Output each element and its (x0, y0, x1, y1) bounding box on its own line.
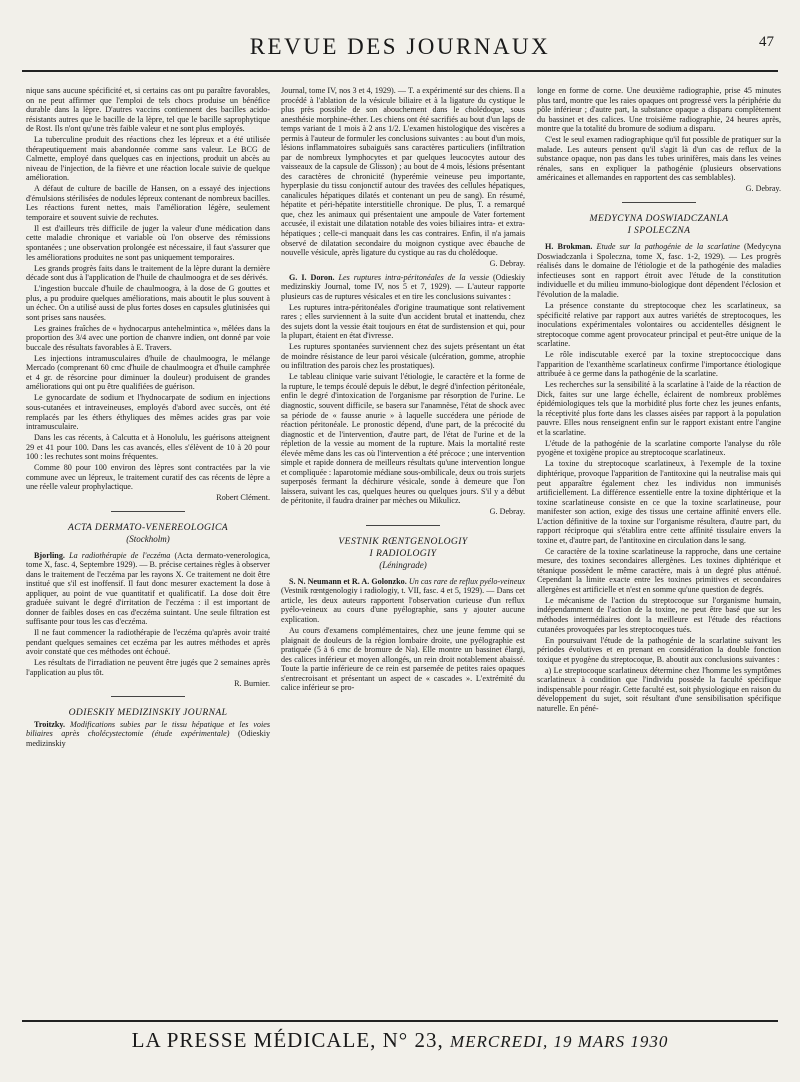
page-header (22, 30, 778, 72)
paragraph: Les grands progrès faits dans le traitement de la lèpre durant la dernière décade sont dus à l'application de l'huile de chaulmoogra et de ses dérivés. (26, 263, 270, 283)
journal-section-title: REVUE DES JOURNAUX (249, 34, 551, 59)
paragraph: Il ne faut commencer la radiothérapie de l'eczéma qu'après avoir traité pendant quelques semaines cet eczéma par les autres méthodes et après avoir constaté que ces méthodes ont échoué. (26, 628, 270, 657)
paragraph: Les injections intramusculaires d'huile de chaulmoogra, le mélange Mercado (comprenant 60 cmc d'huile de chaulmoogra et d'huile camphrée et 4 gr. de résorcine pour diminuer la douleur) produisent de grandes améliorations qui ont pu être qualifiées de guérison. (26, 353, 270, 392)
paragraph: Dans les cas récents, à Calcutta et à Honolulu, les guérisons atteignent 29 et 41 pour 100. Dans les cas avancés, elles s'élèvent de 10 à 20 pour 100 : les rechutes sont moins fréquentes. (26, 433, 270, 462)
journal-heading: VESTNIK RŒNTGENOLOGIY (338, 535, 468, 547)
article-entry (281, 577, 525, 625)
divider (622, 202, 695, 203)
paragraph: La toxine du streptocoque scarlatineux, à l'exemple de la toxine diphtérique, provoque l'apparition de l'antitoxine qui la neutralise mais qui peut apparaître également chez les individus non immunisés artificiellement. La différence essentielle entre la toxine diphtérique et la toxine scarlatineuse consiste en ce que la toxine scarlatineuse, pour manifester son action, exige des tissus une certaine affinité envers elle. L'action définitive de la toxine sur l'organisme résultera, d'autre part, du rapport réciproque qui s'établira entre cette affinité tissulaire envers la toxine et, d'autre part, de l'antitoxine en circulation dans le sang. (537, 459, 781, 545)
paragraph: Ce caractère de la toxine scarlatineuse la rapproche, dans une certaine mesure, des toxines secondaires allergènes. Les toxines diphtérique et tétanique possèdent le même caractère, mais à un degré plus atténué. Cependant la limite exacte entre les toxines primitives et secondaires allergènes est artificielle et n'est en somme qu'une question de degrés. (537, 546, 781, 594)
paragraph: En poursuivant l'étude de la pathogénie de la scarlatine suivant les périodes évolutives et en prenant en considération la double fonction toxique et pyogène du streptocoque, B. aboutit aux conclusions suivantes : (537, 635, 781, 664)
journal-location: (Léningrade) (379, 560, 427, 571)
divider (111, 696, 184, 697)
paragraph: Les résultats de l'irradiation ne peuvent être jugés que 2 semaines après l'application au plus tôt. (26, 658, 270, 677)
article-text: (Odieskiy medizinskiy Journal, tome IV, nos 5 et 7, 1929). — L'auteur rapporte plusieurs cas de ruptures vésicales et en tire les conclusions suivantes : (281, 272, 526, 301)
author-signature: R. Burnier. (234, 678, 270, 688)
article-text: (Acta dermato-venerologica, tome X, fasc. 4, Septembre 1929). — B. précise certaines règles à observer dans le traitement de l'eczéma par les rayons X. Ce traitement ne doit être institué que s'il est inoffensif. Il faut donc mesurer exactement la dose à appliquer, au point de vue quantitatif et qualificatif. La dose doit être graduée suivant le degré d'irritation de l'eczéma : il est important de donner de faibles doses en cas d'eczéma suintant. Une seule filtration est suffisante pour tous les cas d'eczéma. (26, 550, 271, 627)
paragraph: a) Le streptocoque scarlatineux détermine chez l'homme les symptômes scarlatineux à condition que l'individu possède la faculté spécifique indispensable pour réagir. Cette faculté est, soit physiologique en raison du développement du sujet, soit résultant d'une sensibilisation spécifique naturelle. En péné- (537, 665, 781, 713)
paragraph: La présence constante du streptocoque chez les scarlatineux, sa spécificité relative par rapport aux autres variétés de streptocoques, les inoculations expérimentales volontaires ou accidentelles désignent le streptocoque comme agent provocateur principal et peut-être unique de la scarlatine. (537, 300, 781, 349)
journal-heading: ODIESKIY MEDIZINSKIY JOURNAL (68, 707, 228, 719)
column-2 (281, 86, 526, 693)
author-signature: G. Debray. (489, 507, 525, 517)
article-text: (Odieskiy medizinskiy (26, 729, 271, 748)
publication-date: MERCREDI, 19 MARS 1930 (449, 1032, 669, 1051)
journal-heading: ACTA DERMATO-VENEREOLOGICA (67, 521, 229, 533)
article-entry (537, 242, 781, 299)
article-title: Etude sur la pathogénie de la scarlatine (596, 242, 740, 252)
article-entry (26, 551, 270, 627)
paragraph: Le mécanisme de l'action du streptocoque sur l'organisme humain, indépendamment de l'action de la toxine, ne peut être basé que sur les méthodes intermédiaires dont la meilleure est l'étude des réactions cutanées provoquées par les streptocoques tués. (537, 595, 781, 634)
author-signature: Robert Clément. (216, 493, 270, 503)
paragraph: La tuberculine produit des réactions chez les lépreux et a été utilisée thérapeutiquement mais abandonnée comme sans valeur. Le BCG de Calmette, employé dans quelques cas en injections, produit un abcès au niveau de l'injection, de la fièvre et une réaction locale suivie de quelque amélioration. (26, 135, 270, 183)
publication-name: LA PRESSE MÉDICALE, N° 23, (131, 1028, 444, 1052)
paragraph: C'est le seul examen radiographique qu'il fut possible de pratiquer sur la malade. Les auteurs pensent qu'il s'agit là d'un cas de reflux de la substance opaque, non pas dans les tubes urinifères, mais dans les veines rénales, sans en expliquer la pathogénie (plusieurs observations américaines et allemandes en rapportent des cas semblables). (537, 135, 781, 183)
article-title: Modifications subies par le tissu hépatique et les voies biliaires après cholécystectomie (étude expérimentale) (26, 719, 271, 739)
article-author: Troitzky. (34, 719, 66, 729)
article-entry (26, 720, 270, 749)
paragraph: Le rôle indiscutable exercé par la toxine streptococcique dans l'apparition de l'exanthème scarlatineux confirme l'importance étiologique attribuée à ce germe dans la pathogénie de la scarlatine. (537, 350, 781, 379)
paragraph: Il est d'ailleurs très difficile de juger la valeur d'une médication dans cette maladie chronique et variable où l'on observe des rémissions spontanées ; une observation prolongée est nécessaire, il faut s'assurer que les améliorations produites ne sont pas uniquement temporaires. (26, 223, 270, 262)
article-author: G. I. Doron. (289, 272, 335, 282)
article-author: S. N. Neumann et R. A. Golonzko. (289, 576, 407, 586)
paragraph: Journal, tome IV, nos 3 et 4, 1929). — T. a expérimenté sur des chiens. Il a procédé à l'ablation de la vésicule biliaire et à la ligature du cystique le plus près possible de son abouchement dans le cholédoque, sous anesthésie morphine-éther. Les chiens ont été sacrifiés au bout d'un laps de temps variant de 1 mois à 2 ans 1/2. L'examen histologique des viscères a permis à l'auteur de formuler les conclusions suivantes : au bout d'un mois, lésions inflammatoires subaiguës sans caractères particuliers (infiltration par de nombreux lymphocytes et par quelques leucocytes autour des vaisseaux de la capsule de Glisson) ; au bout de 4 mois, lésions présentant des caractères de chronicité (hyperémie veineuse peu importante, hyperplasie du tissu conjonctif autour des travées des cellules hépatiques, canalicules hépatiques dilatés et contenant un peu de sang). En résumé, hépatite et péri-hépatite interstitielle chronique. De plus, T. a remarqué que, chez les animaux qui présentaient une ampoule de Vater fortement accusée, il existait une dilatation notable des voies biliaires intra- et extra-hépatiques ; celle-ci manquait dans les cas contraires. Enfin, il n'a jamais observé de dilatation secondaire du moignon cystique avec ébauche de nouvelle vésicule, après ligature du cystique au ras du cholédoque. (281, 86, 525, 258)
article-title: La radiothérapie de l'eczéma (69, 550, 171, 560)
paragraph: Le gynocardate de sodium et l'hydnocarpate de sodium en injections sous-cutanées et intraveineuses, employés d'abord avec succès, ont été remplacés par les éthers éthyliques des mêmes acides gras par voie intramusculaire. (26, 393, 270, 432)
article-author: H. Brokman. (545, 242, 593, 252)
article-title: Un cas rare de reflux pyélo-veineux (408, 576, 525, 586)
author-signature: G. Debray. (745, 184, 781, 194)
article-text: (Vestnik rœntgenologiy i radiologiy, t. VII, fasc. 4 et 5, 1929). — Dans cet article, les deux auteurs rapportent l'observation curieuse d'un reflux pyélo-veineux au cours d'une pyélographie, sans y ajouter aucune explication. (281, 586, 525, 624)
paragraph: A défaut de culture de bacille de Hansen, on a essayé des injections d'émulsions stérilisées de nodules lépreux contenant de nombreux bacilles. Les réactions furent nettes, mais l'amélioration légère, seulement temporaire et souvent suivie de rechutes. (26, 184, 270, 222)
paragraph: Les ruptures intra-péritonéales d'origine traumatique sont relativement rares ; elles surviennent à la suite d'un accident brutal et inattendu, chez des sujets dont la vessie était toujours en état de surdistension et qui, pour la plupart, étaient en état d'ivresse. (281, 302, 525, 341)
column-3 (537, 86, 781, 946)
paragraph: nique sans aucune spécificité et, si certains cas ont pu paraître favorables, on ne peut affirmer que l'emploi de tels chocs produise un bénéfice durable dans la lèpre. D'autres vaccins contiennent des bacilles acido-résistants autres que le bacille de la lèpre, tel que le bacille saprophytique de Rost. Ils n'ont qu'une très faible valeur et ne sont plus employés. (26, 86, 270, 134)
journal-heading-line2: I SPOLECZNA (627, 225, 691, 237)
paragraph: longe en forme de corne. Une deuxième radiographie, prise 45 minutes plus tard, montre que les raies opaques ont progressé vers la périphérie du pôle inférieur ; d'autre part, la substance opaque a disparu complètement du bassinet et des calices. Une troisième radiographie, 24 heures après, montre que la totalité du bromure de sodium a disparu. (537, 86, 781, 134)
paragraph: Les ruptures spontanées surviennent chez des sujets présentant un état de moindre résistance de leur paroi vésicale (ulcération, gomme, atrophie ou infiltration des parois chez les prostatiques). (281, 342, 525, 371)
journal-location: (Stockholm) (126, 534, 170, 545)
divider (111, 511, 184, 512)
article-author: Bjorling. (34, 550, 65, 560)
divider (366, 525, 439, 526)
paragraph: Au cours d'examens complémentaires, chez une jeune femme qui se plaignait de douleurs de la région lombaire droite, une pyélographie est pratiquée (5 à 6 cmc de bromure de Na). Elle montre un bassinet élargi, des calices inférieur et moyen allongés, un rein droit notablement abaissé. Toute la partie inférieure de ce rein est parsemée de petites raies opaques s'entrecroisant et présentant un aspect de « cascades ». L'extrémité du calice inférieur se pro- (281, 625, 525, 693)
paragraph: Les graines fraîches de « hydnocarpus antehelmintica », mêlées dans la proportion des 3/4 avec une portion de chanvre indien, ont donné par voie buccale des résultats favorables à E. Travers. (26, 323, 270, 352)
paragraph: Le tableau clinique varie suivant l'étiologie, le caractère et la forme de la rupture, le temps écoulé depuis le début, le degré d'infection péritonéale, enfin le degré d'intoxication de l'organisme par résorption de l'urine. Le diagnostic, souvent difficile, se basera sur l'anamnèse, l'état de shock avec sa période de « fausse anurie » à laquelle succédera une période de réaction péritonéale. Le pronostic dépend, d'une part, de la précocité du diagnostic et de l'intervention, d'autre part, de l'état de l'urine et de la répletion de la vessie au moment de la rupture. Mais la mortalité reste élevée même dans les cas où l'intervention a été précoce ; une intervention simple et rapide donnera de meilleurs résultats qu'une intervention longue et compliquée : laparotomie médiane sous-ombilicale, deux ou trois surjets superposés fermant la déchirure vésicale, sonde à demeure que l'on laissera, suivant les cas, quelques heures ou quelques jours. S'il y a début de péritonite, il faudra drainer par mèches ou Mikulicz. (281, 372, 525, 506)
paragraph: L'ingestion buccale d'huile de chaulmoogra, à la dose de G gouttes et plus, a pu produire quelques améliorations, mais aboutit le plus souvent à un échec. On a utilisé aussi de plus fortes doses en capsules glutinisées qui sont prises sans nausées. (26, 284, 270, 322)
page-number: 47 (759, 34, 774, 50)
column-1 (26, 86, 270, 846)
paragraph: Comme 80 pour 100 environ des lèpres sont contractées par la vie commune avec un lépreux, le traitement curatif des cas récents de lèpre a une réelle valeur prophylactique. (26, 463, 270, 492)
journal-heading-line2: I RADIOLOGIY (369, 548, 437, 560)
paragraph: L'étude de la pathogénie de la scarlatine comporte l'analyse du rôle pyogène et toxigène propice au streptocoque scarlatineux. (537, 438, 781, 458)
journal-heading: MEDYCYNA DOSWIADCZANLA (589, 212, 729, 224)
paragraph: Les recherches sur la sensibilité à la scarlatine à l'aide de la réaction de Dick, faites sur une large échelle, éclairent de nombreux problèmes épidémiologiques tels que la morbidité plus forte chez les jeunes enfants, la réceptivité plus forte dans les classes aisées par rapport à la population pauvre. Elles nous renseignent enfin sur le rapport existant entre l'angine et la scarlatine. (537, 380, 781, 437)
page-footer (22, 1020, 778, 1053)
article-entry (281, 273, 525, 302)
article-text: (Medycyna Doswiadczanla i Spoleczna, tome X, fasc. 1-2, 1929). — Les progrès réalisés dans le domaine de l'étiologie et de la pathogénie des maladies infectieuses sont en rapport étroit avec l'étude de la constitution individuelle et du milieu immuno-biologique dont dépendent l'éclosion et l'évolution de la maladie. (537, 242, 781, 299)
article-title: Les ruptures intra-péritonéales de la vessie (338, 272, 489, 282)
author-signature: G. Debray. (489, 259, 525, 269)
